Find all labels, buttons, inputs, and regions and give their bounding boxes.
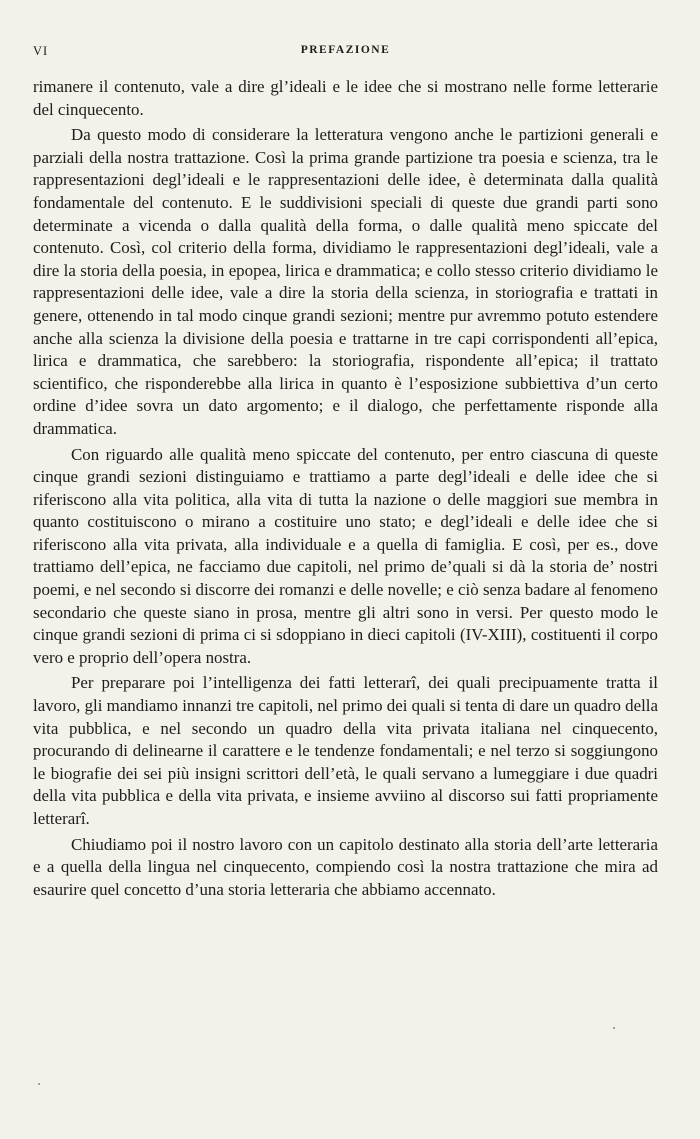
paragraph: Con riguardo alle qualità meno spiccate del contenuto, per entro ciascuna di queste cinque grandi sezioni distinguiamo e trattiamo a parte degl’ideali e delle idee che si riferiscono alla vita politica, alla vita di tutta la nazione o delle maggiori sue membra in quanto costituiscono o mirano a costituire uno stato; e degl’ideali e delle idee che si riferiscono alla vita privata, alla individuale e a quella di famiglia. E così, per es., dove trattiamo dell’epica, ne facciamo due capitoli, nel primo de’quali si dà la storia de’ nostri poemi, e nel secondo si discorre dei romanzi e delle novelle; e ciò senza badare al fenomeno secondario che queste siano in prosa, mentre gli altri sono in versi. Per questo modo le cinque grandi sezioni di prima ci si sdoppiano in dieci capitoli (IV-XIII), costituenti il corpo vero e proprio dell’opera nostra. [33, 444, 658, 667]
page-number: VI [33, 44, 49, 58]
paragraph: Chiudiamo poi il nostro lavoro con un capitolo destinato alla storia dell’arte letteraria e a quella della lingua nel cinquecento, compiendo così la nostra trattazione che mira ad esaurire quel concetto d’una storia letteraria che abbiamo accennato. [33, 834, 658, 899]
body-text [33, 76, 658, 901]
paper-speck [38, 1083, 40, 1085]
paragraph-continuation: rimanere il contenuto, vale a dire gl’ideali e le idee che si mostrano nelle forme letterarie del cinquecento. [33, 77, 658, 119]
page-header [33, 44, 658, 66]
paragraph: Da questo modo di considerare la letteratura vengono anche le partizioni generali e parziali della nostra trattazione. Così la prima grande partizione tra poesia e scienza, tra le rappresentazioni degl’ideali e le rappresentazioni delle idee, è determinata dalla qualità fondamentale del contenuto. E le suddivisioni speciali di queste due grandi parti sono determinate a vicenda o dalla qualità della forma, o dalle qualità meno spiccate del contenuto. Così, col criterio della forma, dividiamo le rappresentazioni degl’ideali, vale a dire la storia della poesia, in epopea, lirica e drammatica; e collo stesso criterio dividiamo le rappresentazioni delle idee, vale a dire la storia della scienza, in storiografia e trattati in genere, ottenendo in tal modo cinque grandi sezioni; mentre pur avremmo potuto estendere anche alla scienza la divisione della poesia e trattarne in tre capi corrispondenti all’epica, lirica e drammatica, che sarebbero: la storiografia, rispondente all’epica; il trattato scientifico, che risponderebbe alla lirica in quanto è l’esposizione subbiettiva d’un certo ordine d’idee sovra un dato argomento; e il dialogo, che perfettamente risponde alla drammatica. [33, 125, 658, 438]
paper-speck [613, 1027, 615, 1029]
paragraph: Per preparare poi l’intelligenza dei fatti letterarî, dei quali precipuamente tratta il lavoro, gli mandiamo innanzi tre capitoli, nel primo dei quali si tenta di dare un quadro della vita pubblica, e nel secondo un quadro della vita privata italiana nel cinquecento, procurando di delinearne il carattere e le tendenze fondamentali; e nel terzo si soggiungono le biografie dei sei più insigni scrittori dell’età, le quali servano a lumeggiare i due quadri della vita pubblica e della vita privata, e insieme avviino al discorso sui fatti propriamente letterarî. [33, 673, 658, 828]
running-title: PREFAZIONE [300, 44, 391, 56]
